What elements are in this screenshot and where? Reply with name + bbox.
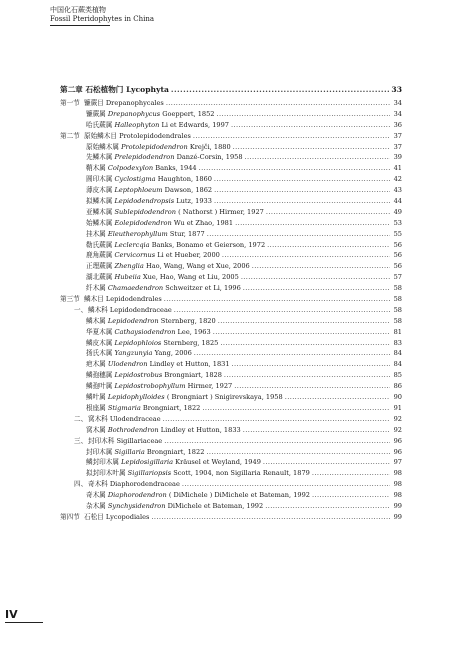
genus-author: Dawson, 1862 <box>164 186 213 195</box>
toc-entry-family[interactable] <box>60 436 402 447</box>
genus-author: Wu et Zhao, 1981 <box>173 218 234 227</box>
genus-author: Lindley et Hutton, 1833 <box>160 425 241 434</box>
page-ref: 34 <box>393 109 402 118</box>
leader-dots <box>263 457 390 468</box>
leader-dots <box>164 436 390 447</box>
genus-name-latin: Protolepidodendron <box>121 142 188 151</box>
page-ref: 83 <box>393 338 402 347</box>
leader-dots <box>214 196 390 207</box>
family-number: 四、 <box>74 480 88 489</box>
toc-entry-genus[interactable] <box>60 250 402 261</box>
genus-author: Goeppert, 1852 <box>162 109 215 118</box>
toc-entry-family[interactable] <box>60 479 402 490</box>
toc-entry-genus[interactable] <box>60 261 402 272</box>
toc-entry-genus[interactable] <box>60 447 402 458</box>
leader-dots <box>285 392 390 403</box>
toc-entry-label <box>86 142 231 153</box>
leader-dots <box>267 240 390 251</box>
family-name-zh: 奇木科 <box>88 480 108 489</box>
page-ref: 85 <box>393 371 402 380</box>
genus-name-latin: Lepidodendron <box>107 316 159 325</box>
leader-dots <box>151 512 390 523</box>
running-header <box>50 6 170 26</box>
chapter-number: 第二章 <box>60 85 83 94</box>
genus-name-zh: 哈氏蕨属 <box>86 120 113 129</box>
family-number: 一、 <box>74 305 88 314</box>
page-ref: 98 <box>393 491 402 500</box>
genus-author: Hirmer, 1927 <box>187 382 233 391</box>
genus-author: Kräusel et Weyland, 1949 <box>175 458 261 467</box>
toc-entry-label <box>86 120 229 131</box>
family-name-zh: 窝木科 <box>88 414 108 423</box>
family-number: 二、 <box>74 414 88 423</box>
section-title-latin: Lepidodendrales <box>105 295 162 304</box>
genus-name-zh: 拟鳞木属 <box>86 197 113 206</box>
genus-author: Haughton, 1860 <box>157 175 212 184</box>
leader-dots <box>265 501 390 512</box>
toc-entry-label <box>74 305 172 316</box>
leader-dots <box>164 294 390 305</box>
genus-author: Lindley et Hutton, 1831 <box>149 360 230 369</box>
genus-name-zh: 薄皮木属 <box>86 186 113 195</box>
genus-author: Brongniart, 1822 <box>146 447 205 456</box>
toc-entry-genus[interactable] <box>60 163 402 174</box>
toc-entry-genus[interactable] <box>60 370 402 381</box>
leader-dots <box>193 131 390 142</box>
toc-entry-label <box>86 240 265 251</box>
genus-author: Schweitzer et Li, 1996 <box>165 284 241 293</box>
page-ref: 44 <box>393 197 402 206</box>
toc-entry-genus[interactable] <box>60 152 402 163</box>
genus-author: Sternberg, 1820 <box>160 316 216 325</box>
leader-dots <box>243 425 390 436</box>
genus-name-latin: Lepidodendropsis <box>114 197 175 206</box>
toc-entry-genus[interactable] <box>60 283 402 294</box>
genus-name-latin: Eleutherophyllum <box>107 229 168 238</box>
genus-name-zh: 正理蕨属 <box>86 262 113 271</box>
page-ref: 36 <box>393 120 402 129</box>
toc-entry-genus[interactable] <box>60 207 402 218</box>
page-ref: 86 <box>393 382 402 391</box>
family-name-latin: Lepidodendraceae <box>109 305 172 314</box>
toc-entry-label <box>86 250 220 261</box>
toc-entry-label <box>86 501 263 512</box>
toc-entry-genus[interactable] <box>60 403 402 414</box>
genus-name-latin: Sublepidodendron <box>114 207 176 216</box>
toc-entry-section[interactable] <box>60 512 402 523</box>
toc-entry-label <box>86 163 197 174</box>
genus-name-latin: Sigillariopsis <box>127 469 172 478</box>
toc-entry-label <box>86 338 218 349</box>
leader-dots <box>224 370 390 381</box>
genus-name-zh: 亚鳞木属 <box>86 207 113 216</box>
page-ref: 39 <box>393 153 402 162</box>
genus-name-latin: Hubeiia <box>114 273 141 282</box>
toc-entry-label <box>74 414 161 425</box>
genus-name-zh: 镰蕨属 <box>86 109 106 118</box>
genus-author: Stur, 1877 <box>169 229 205 238</box>
toc-entry-label <box>86 370 222 381</box>
leader-dots <box>232 359 390 370</box>
genus-name-zh: 杂木属 <box>86 501 106 510</box>
leader-dots <box>235 218 390 229</box>
genus-name-latin: Colpodexylon <box>107 164 154 173</box>
family-name-zh: 鳞木科 <box>88 305 108 314</box>
toc-entry-family[interactable] <box>60 414 402 425</box>
toc-entry-label <box>86 185 212 196</box>
page-ref: 56 <box>393 240 402 249</box>
page-ref: 58 <box>393 284 402 293</box>
genus-name-zh: 挂木属 <box>86 229 106 238</box>
leader-dots <box>174 305 390 316</box>
page-ref: 58 <box>393 316 402 325</box>
genus-name-zh: 鞘木属 <box>86 164 106 173</box>
genus-author: Brongniart, 1822 <box>142 403 201 412</box>
genus-name-zh: 湖北蕨属 <box>86 273 113 282</box>
leader-dots <box>231 120 390 131</box>
leader-dots <box>234 381 390 392</box>
genus-name-latin: Ulodendron <box>107 360 148 369</box>
genus-author: Brongniart, 1828 <box>164 371 222 380</box>
leader-dots <box>171 81 390 98</box>
genus-name-zh: 华夏木属 <box>86 327 113 336</box>
toc-entry-label <box>86 381 232 392</box>
genus-author: ( Brongniart ) Snigirevskaya, 1958 <box>166 393 283 402</box>
page-ref: 34 <box>393 99 402 107</box>
toc-entry-label <box>86 392 283 403</box>
genus-name-zh: 鳞孢叶属 <box>86 382 113 391</box>
genus-name-latin: Drepanophycus <box>107 109 161 118</box>
toc-entry-label <box>86 174 212 185</box>
page-ref: 81 <box>393 327 402 336</box>
toc-entry-label <box>60 131 191 142</box>
genus-name-latin: Halleophyton <box>114 120 160 129</box>
genus-name-zh: 先鳞木属 <box>86 153 113 162</box>
toc-entry-genus[interactable] <box>60 490 402 501</box>
family-number: 三、 <box>74 436 88 445</box>
toc-entry-genus[interactable] <box>60 316 402 327</box>
section-title-latin: Protolepidodendrales <box>119 131 191 140</box>
page-ref: 96 <box>393 436 402 445</box>
genus-name-zh: 根座属 <box>86 403 106 412</box>
section-title-zh: 原始鳞木目 <box>84 131 117 140</box>
toc-entry-label <box>86 447 204 458</box>
toc-entry-genus[interactable] <box>60 196 402 207</box>
page-ref: 98 <box>393 480 402 489</box>
page-ref: 56 <box>393 251 402 260</box>
toc-entry-label <box>86 490 310 501</box>
toc-entry-genus[interactable] <box>60 468 402 479</box>
section-title-zh: 石松目 <box>84 512 104 521</box>
toc-entry-label <box>86 425 241 436</box>
leader-dots <box>202 403 390 414</box>
toc-entry-label <box>86 261 250 272</box>
genus-name-zh: 奇木属 <box>86 491 106 500</box>
genus-author: Banks, 1944 <box>155 164 197 173</box>
genus-name-latin: Stigmaria <box>107 403 141 412</box>
genus-name-latin: Sigillaria <box>114 447 145 456</box>
section-number: 第二节 <box>60 131 80 140</box>
toc-entry-label <box>74 436 162 447</box>
section-number: 第四节 <box>60 512 80 521</box>
leader-dots <box>266 207 390 218</box>
leader-dots <box>220 338 390 349</box>
genus-author: Xue, Hao, Wang et Liu, 2005 <box>142 273 239 282</box>
footer-rule <box>5 622 43 623</box>
toc-entry-label <box>86 218 233 229</box>
toc-entry-label <box>86 457 261 468</box>
page-ref: 99 <box>393 512 402 521</box>
toc-entry-genus[interactable] <box>60 327 402 338</box>
page-ref: 84 <box>393 360 402 369</box>
toc-entry-label <box>60 81 169 98</box>
page-ref: 58 <box>393 295 402 304</box>
genus-name-zh: 鳞叶属 <box>86 393 106 402</box>
toc-entry-genus[interactable] <box>60 392 402 403</box>
header-title-zh: 中国化石蕨类植物 <box>50 6 106 14</box>
toc-entry-label <box>86 348 192 359</box>
toc-entry-genus[interactable] <box>60 142 402 153</box>
page-ref: 58 <box>393 305 402 314</box>
chapter-title-latin: Lycophyta <box>126 85 169 94</box>
genus-name-latin: Chamaedendron <box>107 284 164 293</box>
header-title-en: Fossil Pteridophytes in China <box>50 15 154 23</box>
toc-entry-label <box>60 98 164 109</box>
leader-dots <box>194 348 390 359</box>
toc-entry-section[interactable] <box>60 131 402 142</box>
leader-dots <box>312 490 390 501</box>
toc-entry-label <box>86 207 264 218</box>
genus-name-zh: 鳞孢穗属 <box>86 371 113 380</box>
toc-entry-genus[interactable] <box>60 120 402 131</box>
page-ref: 92 <box>393 425 402 434</box>
leader-dots <box>214 185 390 196</box>
header-rule <box>50 25 110 26</box>
genus-name-latin: Lepidostrobus <box>114 371 163 380</box>
toc-entry-genus[interactable] <box>60 457 402 468</box>
toc-entry-genus[interactable] <box>60 381 402 392</box>
genus-author: Scott, 1904, non Sigillaria Renault, 1879 <box>173 469 310 478</box>
section-title-zh: 鳞木目 <box>84 295 104 304</box>
toc-entry-genus[interactable] <box>60 425 402 436</box>
genus-name-zh: 鹿角蕨属 <box>86 251 113 260</box>
toc-entry-label <box>60 512 149 523</box>
page-ref: 97 <box>393 458 402 467</box>
page-ref: 33 <box>391 85 402 94</box>
leader-dots <box>182 479 390 490</box>
genus-name-latin: Prelepidodendron <box>114 153 175 162</box>
page-ref: 53 <box>393 218 402 227</box>
genus-name-zh: 拟封印木叶属 <box>86 469 126 478</box>
genus-name-latin: Bothrodendron <box>107 425 159 434</box>
genus-author: Banks, Bonamo et Geierson, 1972 <box>151 240 266 249</box>
section-number: 第三节 <box>60 295 80 304</box>
family-name-zh: 封印木科 <box>88 436 115 445</box>
page-ref: 92 <box>393 414 402 423</box>
genus-author: Hao, Wang, Wang et Xue, 2006 <box>145 262 250 271</box>
genus-name-latin: Cyclostigma <box>114 175 156 184</box>
genus-name-latin: Cathaysiodendron <box>114 327 176 336</box>
genus-name-zh: 勒氏蕨属 <box>86 240 113 249</box>
page-ref: 98 <box>393 469 402 478</box>
leader-dots <box>163 414 390 425</box>
genus-author: Sternberg, 1825 <box>163 338 219 347</box>
leader-dots <box>243 283 390 294</box>
leader-dots <box>312 468 390 479</box>
leader-dots <box>207 229 390 240</box>
page-ref: 37 <box>393 142 402 151</box>
toc-entry-label <box>86 272 239 283</box>
page-ref: 56 <box>393 262 402 271</box>
genus-name-zh: 封印木属 <box>86 447 113 456</box>
genus-name-latin: Lepidophylloides <box>107 393 165 402</box>
toc-entry-genus[interactable] <box>60 501 402 512</box>
genus-name-latin: Cervicornus <box>114 251 156 260</box>
page-ref: 55 <box>393 229 402 238</box>
genus-name-latin: Synchysidendron <box>107 501 166 510</box>
toc-entry-label <box>74 479 180 490</box>
toc-entry-genus[interactable] <box>60 218 402 229</box>
genus-name-zh: 圆印木属 <box>86 175 113 184</box>
toc-entry-label <box>86 468 310 479</box>
genus-name-latin: Yangzunyia <box>114 349 153 358</box>
leader-dots <box>199 163 390 174</box>
genus-name-latin: Lepidophloios <box>114 338 162 347</box>
page-ref: 96 <box>393 447 402 456</box>
page-ref: 43 <box>393 186 402 195</box>
toc-entry-chapter[interactable] <box>60 81 402 98</box>
genus-author: Danzé-Corsin, 1958 <box>176 153 243 162</box>
genus-name-latin: Leclercqia <box>114 240 150 249</box>
toc-entry-genus[interactable] <box>60 240 402 251</box>
page-ref: 90 <box>393 393 402 402</box>
genus-author: Lee, 1963 <box>177 327 211 336</box>
page-ref: 42 <box>393 175 402 184</box>
section-number: 第一节 <box>60 99 80 107</box>
leader-dots <box>241 272 390 283</box>
toc-entry-label <box>86 196 212 207</box>
genus-name-latin: Zhenglia <box>114 262 144 271</box>
genus-name-latin: Lepidostrobophyllum <box>114 382 186 391</box>
toc-entry-label <box>86 229 205 240</box>
toc-entry-genus[interactable] <box>60 185 402 196</box>
toc-entry-genus[interactable] <box>60 359 402 370</box>
leader-dots <box>217 109 391 120</box>
genus-name-zh: 纤木属 <box>86 284 106 293</box>
toc-entry-genus[interactable] <box>60 348 402 359</box>
genus-name-zh: 扬氏木属 <box>86 349 113 358</box>
genus-author: ( DiMichele ) DiMichele et Bateman, 1992 <box>168 491 310 500</box>
toc-entry-label <box>86 327 211 338</box>
genus-author: Krejči, 1880 <box>189 142 231 151</box>
genus-name-latin: Lepidosigillaria <box>121 458 174 467</box>
toc-entry-genus[interactable] <box>60 229 402 240</box>
toc-entry-label <box>86 152 243 163</box>
toc-entry-label <box>86 283 241 294</box>
toc-entry-genus[interactable] <box>60 174 402 185</box>
table-of-contents <box>60 85 402 523</box>
family-name-latin: Diaphorodendraceae <box>109 480 180 489</box>
genus-author: ( Nathorst ) Hirmer, 1927 <box>178 207 264 216</box>
page-number: IV <box>5 608 18 621</box>
page-ref: 37 <box>393 131 402 140</box>
section-title-zh: 镰蕨目 <box>84 99 104 107</box>
genus-name-zh: 窝木属 <box>86 425 106 434</box>
toc-entry-genus[interactable] <box>60 338 402 349</box>
toc-entry-family[interactable] <box>60 305 402 316</box>
leader-dots <box>245 152 390 163</box>
genus-name-latin: Diaphorodendron <box>107 491 167 500</box>
page-ref: 57 <box>393 273 402 282</box>
chapter-title-zh: 石松植物门 <box>85 85 124 94</box>
toc-entry-section[interactable] <box>60 98 402 109</box>
genus-author: Li et Hueber, 2000 <box>157 251 220 260</box>
section-title-latin: Lycopodiales <box>105 512 150 521</box>
leader-dots <box>222 250 390 261</box>
genus-author: Lutz, 1933 <box>176 197 212 206</box>
page-ref: 84 <box>393 349 402 358</box>
leader-dots <box>252 261 390 272</box>
genus-author: Yang, 2006 <box>154 349 192 358</box>
toc-entry-label <box>86 359 230 370</box>
toc-entry-label <box>86 316 216 327</box>
toc-entry-section[interactable] <box>60 294 402 305</box>
leader-dots <box>233 142 390 153</box>
genus-name-zh: 鳞木属 <box>86 316 106 325</box>
genus-name-zh: 鳞皮木属 <box>86 338 113 347</box>
leader-dots <box>206 447 390 458</box>
genus-name-latin: Eolepidodendron <box>114 218 172 227</box>
genus-author: DiMichele et Bateman, 1992 <box>167 501 264 510</box>
section-title-latin: Drepanophycales <box>105 99 164 107</box>
page-ref: 49 <box>393 207 402 216</box>
genus-name-zh: 原始鳞木属 <box>86 142 119 151</box>
toc-entry-label <box>86 109 215 120</box>
page-ref: 91 <box>393 403 402 412</box>
genus-name-zh: 疤木属 <box>86 360 106 369</box>
toc-entry-genus[interactable] <box>60 272 402 283</box>
family-name-latin: Sigillariaceae <box>116 436 163 445</box>
page-ref: 99 <box>393 501 402 510</box>
toc-entry-label <box>60 294 162 305</box>
family-name-latin: Ulodendraceae <box>109 414 161 423</box>
genus-author: Li et Edwards, 1997 <box>161 120 230 129</box>
leader-dots <box>218 316 390 327</box>
genus-name-zh: 始鳞木属 <box>86 218 113 227</box>
genus-name-latin: Leptophloeum <box>114 186 163 195</box>
page-ref: 41 <box>393 164 402 173</box>
leader-dots <box>214 174 390 185</box>
page-footer <box>5 608 65 623</box>
toc-entry-label <box>86 403 200 414</box>
leader-dots <box>213 327 390 338</box>
leader-dots <box>166 98 390 109</box>
genus-name-zh: 鳞封印木属 <box>86 458 119 467</box>
toc-entry-genus[interactable] <box>60 109 402 120</box>
